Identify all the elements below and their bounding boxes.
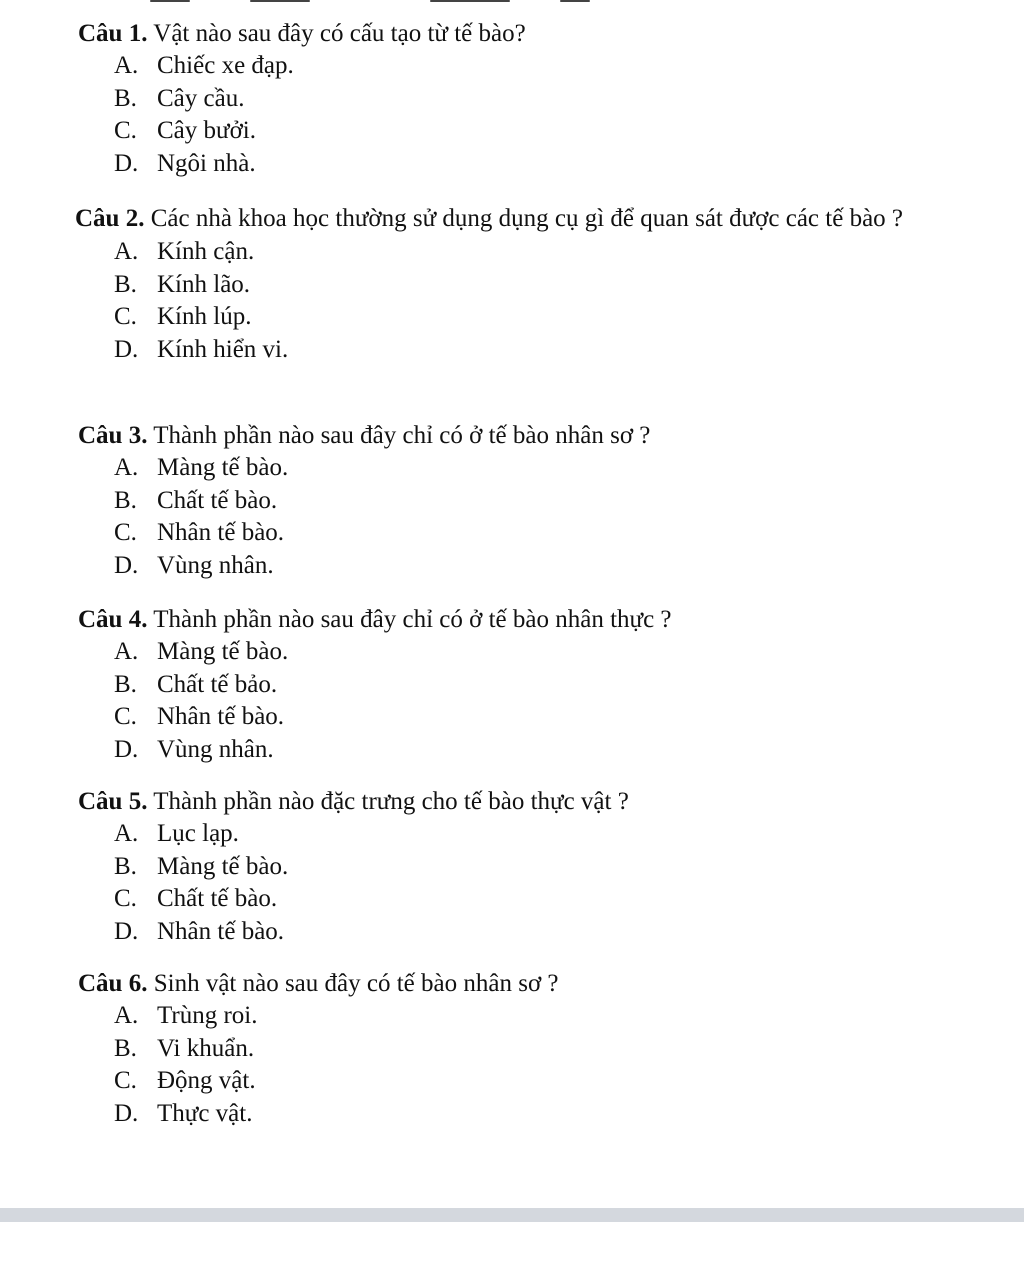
option-text: Ngôi nhà. <box>157 149 256 177</box>
question-6 <box>78 968 978 1130</box>
question-label: Câu 3. <box>78 422 148 449</box>
question-prompt: Thành phần nào sau đây chỉ có ở tế bào nhân thực ? <box>147 606 672 633</box>
option-text: Kính lúp. <box>157 303 252 330</box>
answer-option-a[interactable] <box>78 236 975 269</box>
answer-option-b[interactable] <box>78 669 978 702</box>
option-text: Lục lạp. <box>157 820 239 847</box>
answer-option-a[interactable] <box>78 1000 978 1033</box>
option-text: Màng tế bào. <box>157 638 289 665</box>
option-text: Kính cận. <box>157 238 255 265</box>
question-text <box>78 968 978 1000</box>
question-text <box>78 420 978 452</box>
answer-option-a[interactable] <box>78 452 978 485</box>
answer-option-c[interactable] <box>78 517 978 550</box>
answer-options <box>78 636 978 766</box>
option-letter: C. <box>114 703 137 730</box>
question-prompt: Thành phần nào đặc trưng cho tế bào thực vật ? <box>147 788 629 815</box>
answer-option-d[interactable] <box>78 916 978 949</box>
option-letter: A. <box>114 454 139 481</box>
question-prompt: Sinh vật nào sau đây có tế bào nhân sơ ? <box>147 970 559 997</box>
answer-option-b[interactable] <box>78 485 978 518</box>
option-letter: D. <box>114 1099 139 1127</box>
cropped-text-remnant <box>0 0 1024 3</box>
option-text: Động vật. <box>157 1067 256 1094</box>
question-label: Câu 2. <box>75 205 145 232</box>
option-text: Chất tế bảo. <box>157 670 278 698</box>
answer-option-a[interactable] <box>78 636 978 669</box>
option-text: Chất tế bào. <box>157 885 278 912</box>
answer-option-d[interactable] <box>78 550 978 583</box>
answer-options <box>78 50 978 180</box>
option-letter: B. <box>114 852 137 880</box>
option-text: Cây cầu. <box>157 84 245 112</box>
answer-option-b[interactable] <box>78 83 978 116</box>
question-4 <box>78 604 978 766</box>
option-text: Chiếc xe đạp. <box>157 52 294 79</box>
question-label: Câu 1. <box>78 20 148 47</box>
answer-option-d[interactable] <box>78 148 978 181</box>
question-text <box>75 202 975 236</box>
answer-option-c[interactable] <box>78 301 975 334</box>
option-letter: A. <box>114 238 139 265</box>
option-text: Thực vật. <box>157 1099 253 1127</box>
page-bottom-divider <box>0 1208 1024 1222</box>
answer-option-c[interactable] <box>78 1065 978 1098</box>
option-text: Cây bưởi. <box>157 117 256 144</box>
option-letter: C. <box>114 303 137 330</box>
option-letter: A. <box>114 52 139 79</box>
answer-option-b[interactable] <box>78 269 975 302</box>
option-text: Nhân tế bào. <box>157 703 285 730</box>
answer-option-a[interactable] <box>78 50 978 83</box>
question-text <box>78 18 978 50</box>
question-label: Câu 4. <box>78 606 148 633</box>
option-letter: B. <box>114 270 137 298</box>
option-letter: C. <box>114 885 137 912</box>
option-letter: D. <box>114 335 139 363</box>
answer-options <box>78 236 975 366</box>
option-text: Chất tế bào. <box>157 486 278 514</box>
option-text: Kính hiển vi. <box>157 335 289 363</box>
question-1 <box>78 18 978 180</box>
option-letter: D. <box>114 551 139 579</box>
option-letter: D. <box>114 149 139 177</box>
answer-options <box>78 1000 978 1130</box>
question-label: Câu 5. <box>78 788 148 815</box>
option-letter: A. <box>114 638 139 665</box>
option-text: Vùng nhân. <box>157 551 274 579</box>
option-letter: D. <box>114 735 139 763</box>
option-text: Kính lão. <box>157 270 251 298</box>
answer-option-c[interactable] <box>78 883 978 916</box>
question-2 <box>75 202 975 366</box>
option-letter: C. <box>114 117 137 144</box>
option-text: Vi khuẩn. <box>157 1034 255 1062</box>
option-letter: A. <box>114 1002 139 1029</box>
option-letter: D. <box>114 917 139 945</box>
option-text: Nhân tế bào. <box>157 519 285 546</box>
question-prompt: Vật nào sau đây có cấu tạo từ tế bào? <box>147 20 526 47</box>
answer-option-b[interactable] <box>78 851 978 884</box>
answer-options <box>78 818 978 948</box>
answer-option-d[interactable] <box>78 1098 978 1131</box>
option-letter: A. <box>114 820 139 847</box>
answer-option-b[interactable] <box>78 1033 978 1066</box>
option-letter: C. <box>114 519 137 546</box>
option-text: Trùng roi. <box>157 1002 258 1029</box>
option-text: Màng tế bào. <box>157 454 289 481</box>
question-5 <box>78 786 978 948</box>
question-prompt: Thành phần nào sau đây chỉ có ở tế bào nhân sơ ? <box>147 422 651 449</box>
answer-option-d[interactable] <box>78 334 975 367</box>
answer-option-a[interactable] <box>78 818 978 851</box>
answer-option-d[interactable] <box>78 734 978 767</box>
option-letter: B. <box>114 84 137 112</box>
option-letter: B. <box>114 486 137 514</box>
question-3 <box>78 420 978 582</box>
option-letter: B. <box>114 1034 137 1062</box>
answer-option-c[interactable] <box>78 115 978 148</box>
answer-options <box>78 452 978 582</box>
option-text: Nhân tế bào. <box>157 917 285 945</box>
question-prompt: Các nhà khoa học thường sử dụng dụng cụ gì để quan sát được các tế bào ? <box>144 205 904 232</box>
option-text: Vùng nhân. <box>157 735 274 763</box>
option-letter: C. <box>114 1067 137 1094</box>
question-text <box>78 604 978 636</box>
option-text: Màng tế bào. <box>157 852 289 880</box>
answer-option-c[interactable] <box>78 701 978 734</box>
option-letter: B. <box>114 670 137 698</box>
question-label: Câu 6. <box>78 970 148 997</box>
question-text <box>78 786 978 818</box>
